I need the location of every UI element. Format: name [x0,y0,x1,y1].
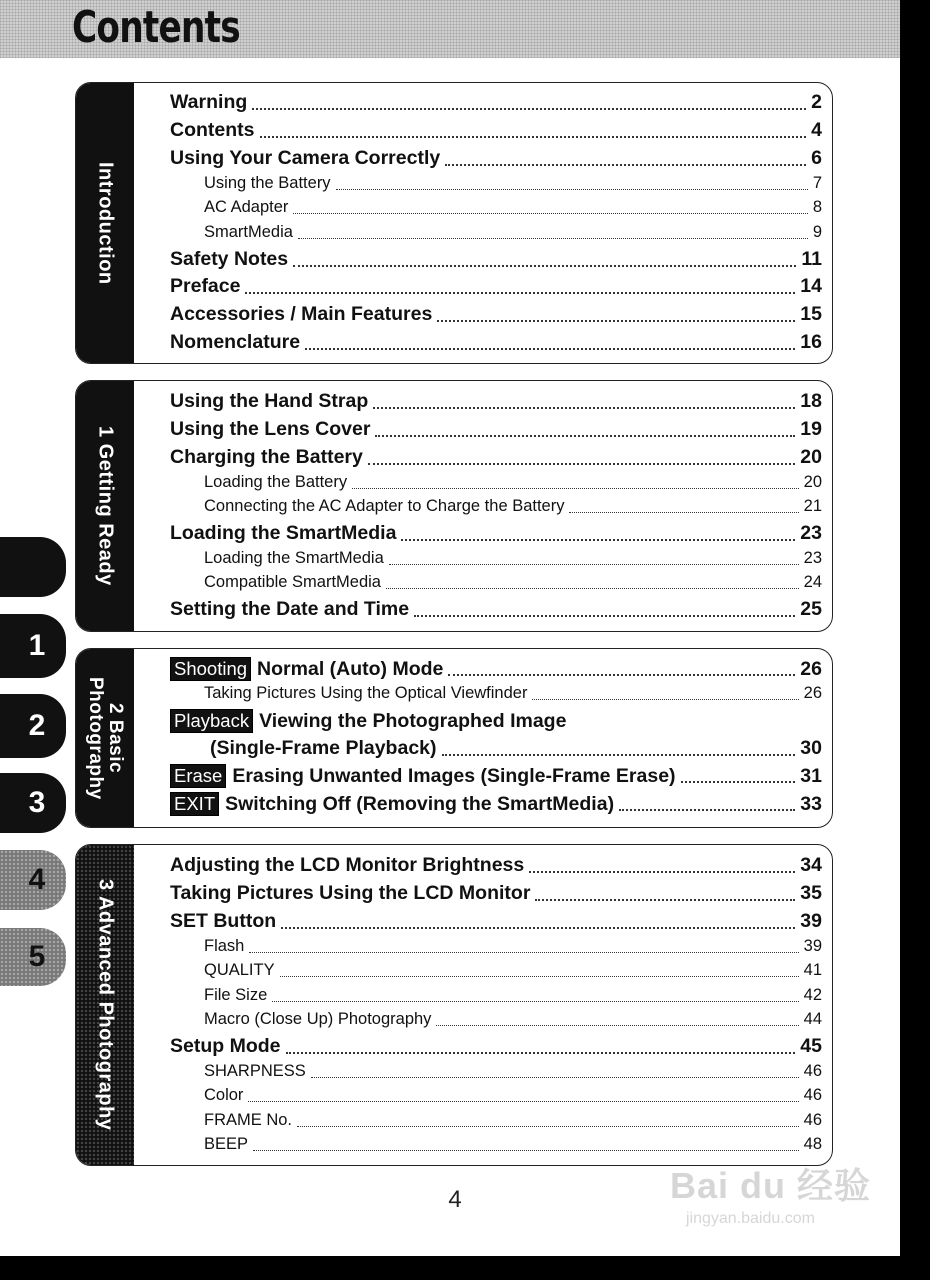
dot-leader [249,950,798,953]
toc-entry-title: Loading the SmartMedia [170,522,397,544]
toc-entry[interactable] [170,854,822,877]
toc-entry-title: AC Adapter [204,198,289,216]
mode-badge: Shooting [170,657,251,681]
toc-entry-page: 21 [803,497,822,515]
dot-leader [248,1099,798,1102]
dot-leader [252,106,806,110]
chapter-tab-number: 2 [28,709,46,742]
toc-entry-title: Safety Notes [170,248,289,270]
toc-entry-page: 41 [803,961,822,979]
toc-entry[interactable] [170,522,822,545]
toc-entry-page: 25 [800,598,822,620]
scan-edge-bottom [0,1256,930,1280]
toc-entry-page: 45 [800,1035,822,1057]
toc-entry[interactable] [170,792,822,816]
toc-subentry[interactable] [170,1135,822,1154]
toc-entry-page: 35 [800,882,822,904]
dot-leader [442,752,796,756]
toc-entry-title: Macro (Close Up) Photography [204,1010,432,1028]
dot-leader [389,562,799,565]
section-tab-label: 3 Advanced Photography [94,879,117,1131]
toc-entry-page: 44 [803,1010,822,1028]
page-number: 4 [448,1186,462,1213]
toc-entry-page: 30 [800,737,822,759]
toc-entry-title [170,792,614,816]
toc-entry-page: 14 [800,275,822,297]
toc-entry[interactable] [170,91,822,114]
section-tab-label [85,677,125,800]
toc-subentry[interactable] [170,497,822,516]
toc-entry-title: Loading the Battery [204,473,348,491]
toc-entry-page: 20 [800,446,822,468]
toc-entry[interactable] [170,910,822,933]
dot-leader [368,461,795,465]
toc-entry-title: Setting the Date and Time [170,598,410,620]
toc-entry-page: 11 [801,248,822,270]
toc-entry-page: 19 [800,418,822,440]
toc-entry[interactable] [170,147,822,170]
toc-entry[interactable] [170,446,822,469]
toc-entry-title: BEEP [204,1135,249,1153]
dot-leader [260,134,807,138]
chapter-tab-number: 5 [28,940,46,973]
toc-entry-title: Preface [170,275,241,297]
dot-leader [681,779,796,783]
toc-entry-title: Connecting the AC Adapter to Charge the Battery [204,497,565,515]
toc-entry[interactable] [170,418,822,441]
dot-leader [373,405,795,409]
toc-entry-title [170,764,676,788]
page-title: Contents [72,2,240,53]
toc-entry-page: 46 [803,1062,822,1080]
toc-entry-text: Erasing Unwanted Images (Single-Frame Erase) [232,765,676,787]
dot-leader [414,613,795,617]
dot-leader [535,897,795,901]
chapter-tab-number: 3 [28,786,46,819]
toc-entry-title: Using Your Camera Correctly [170,147,441,169]
toc-subentry[interactable] [170,174,822,193]
toc-entry[interactable] [170,303,822,326]
section-introduction [75,82,833,364]
section-getting-ready [75,380,833,632]
watermark-logo: Bai du 经验 [670,1165,872,1206]
toc-entry-title: QUALITY [204,961,275,979]
chapter-tab-3[interactable] [0,773,66,833]
section-tab [76,83,134,363]
toc-entry[interactable] [170,119,822,142]
toc-entry-page: 18 [800,390,822,412]
dot-leader [532,697,798,700]
toc-entry-page: 9 [812,223,822,241]
toc-entry-title: Adjusting the LCD Monitor Brightness [170,854,525,876]
toc-entry-page: 46 [803,1086,822,1104]
watermark [670,1158,880,1238]
toc-entry-page: 24 [803,573,822,591]
toc-subentry[interactable] [170,684,822,703]
chapter-tab-4[interactable] [0,850,66,910]
toc-entry-title: SHARPNESS [204,1062,306,1080]
toc-entry-page: 16 [800,331,822,353]
dot-leader [375,433,795,437]
dot-leader [386,586,799,589]
dot-leader [311,1075,799,1078]
toc-subentry[interactable] [170,1062,822,1081]
toc-subentry[interactable] [170,573,822,592]
mode-badge: Erase [170,764,226,788]
toc-entry-title: Flash [204,937,245,955]
chapter-tab-2[interactable] [0,694,66,758]
toc-entry-title: Accessories / Main Features [170,303,433,325]
toc-entry-text: Viewing the Photographed Image [259,710,567,732]
toc-entry-title: Nomenclature [170,331,301,353]
toc-entry-page: 42 [803,986,822,1004]
toc-entry-page: 33 [800,793,822,815]
chapter-tab-5[interactable] [0,928,66,986]
watermark-url: jingyan.baidu.com [686,1210,815,1227]
toc-entry-text: Normal (Auto) Mode [257,658,444,680]
scan-edge-right [900,0,930,1280]
toc-entry-title: Using the Battery [204,174,331,192]
dot-leader [352,486,799,489]
toc-entry-page: 15 [800,303,822,325]
mode-badge: EXIT [170,792,219,816]
toc-subentry[interactable] [170,1111,822,1130]
toc-entry[interactable] [170,709,822,733]
toc-entry-page: 39 [803,937,822,955]
toc-entry-page: 4 [811,119,822,141]
dot-leader [293,263,796,267]
toc-entry[interactable] [170,248,822,271]
toc-entry-title: Warning [170,91,248,113]
toc-entry-page: 20 [803,473,822,491]
chapter-tab-number: 4 [28,863,46,896]
section-tab-label-line: Photography [85,676,106,800]
section-tab-label-line: 2 Basic [105,702,126,774]
toc-entry[interactable] [170,275,822,298]
dot-leader [272,999,798,1002]
toc-entry-title: (Single-Frame Playback) [210,737,437,759]
dot-leader [336,187,808,190]
chapter-tab-1[interactable] [0,614,66,678]
toc-subentry[interactable] [170,549,822,568]
toc-subentry[interactable] [170,223,822,242]
toc-subentry[interactable] [170,198,822,217]
toc-entry-title: FRAME No. [204,1111,293,1129]
toc-entry[interactable] [170,882,822,905]
toc-entry-page: 31 [800,765,822,787]
toc-entry-page: 23 [803,549,822,567]
toc-subentry[interactable] [170,986,822,1005]
section-tab [76,649,134,827]
section-tab-label: 1 Getting Ready [94,426,117,586]
toc-entry-page: 39 [800,910,822,932]
section-tab [76,845,134,1165]
toc-entry-title: Compatible SmartMedia [204,573,381,591]
toc-entry-title: Using the Hand Strap [170,390,369,412]
toc-entry-page: 8 [812,198,822,216]
dot-leader [280,974,799,977]
header-band [0,0,900,58]
toc-entry-page: 26 [803,684,822,702]
dot-leader [436,1023,798,1026]
toc-entry-page: 34 [800,854,822,876]
toc-entry-title: Color [204,1086,244,1104]
chapter-tab-blank[interactable] [0,537,66,597]
dot-leader [286,1050,796,1054]
toc-entry-title [170,657,443,681]
toc-subentry[interactable] [170,1086,822,1105]
section-tab-label: Introduction [94,161,117,285]
dot-leader [281,925,795,929]
section-tab [76,381,134,631]
toc-entry-page: 48 [803,1135,822,1153]
mode-badge: Playback [170,709,253,733]
dot-leader [297,1124,799,1127]
dot-leader [448,672,795,676]
toc-subentry[interactable] [170,937,822,956]
toc-entry-title: SET Button [170,910,277,932]
dot-leader [529,869,795,873]
section-basic-photography [75,648,833,828]
toc-entry-page: 26 [800,658,822,680]
dot-leader [619,807,795,811]
toc-entry-page: 23 [800,522,822,544]
toc-entry-title: File Size [204,986,268,1004]
toc-entry[interactable] [170,598,822,621]
toc-entry[interactable] [170,1035,822,1058]
dot-leader [401,537,795,541]
dot-leader [445,162,806,166]
toc-entry-title: SmartMedia [204,223,293,241]
chapter-tab-number: 1 [28,629,46,662]
dot-leader [437,318,795,322]
toc-entry[interactable] [170,764,822,788]
toc-entry-page: 46 [803,1111,822,1129]
toc-entry[interactable] [170,331,822,354]
toc-entry-title: Setup Mode [170,1035,281,1057]
toc-entry[interactable] [170,737,822,760]
dot-leader [298,236,808,239]
toc-entry-title [170,709,566,733]
dot-leader [569,510,798,513]
toc-entry-title: Using the Lens Cover [170,418,371,440]
toc-entry-title: Taking Pictures Using the LCD Monitor [170,882,531,904]
toc-entry-title: Charging the Battery [170,446,363,468]
toc-subentry[interactable] [170,473,822,492]
dot-leader [293,211,807,214]
toc-entry-text: Switching Off (Removing the SmartMedia) [225,793,615,815]
toc-entry-page: 2 [811,91,822,113]
section-advanced-photography [75,844,833,1166]
toc-entry[interactable] [170,657,822,681]
toc-entry-title: Contents [170,119,255,141]
dot-leader [305,346,795,350]
toc-entry-title: Taking Pictures Using the Optical Viewfinder [204,684,528,702]
toc-entry[interactable] [170,390,822,413]
toc-entry-page: 6 [811,147,822,169]
dot-leader [253,1148,799,1151]
toc-entry-page: 7 [812,174,822,192]
dot-leader [245,290,795,294]
toc-subentry[interactable] [170,1010,822,1029]
toc-subentry[interactable] [170,961,822,980]
toc-entry-title: Loading the SmartMedia [204,549,384,567]
